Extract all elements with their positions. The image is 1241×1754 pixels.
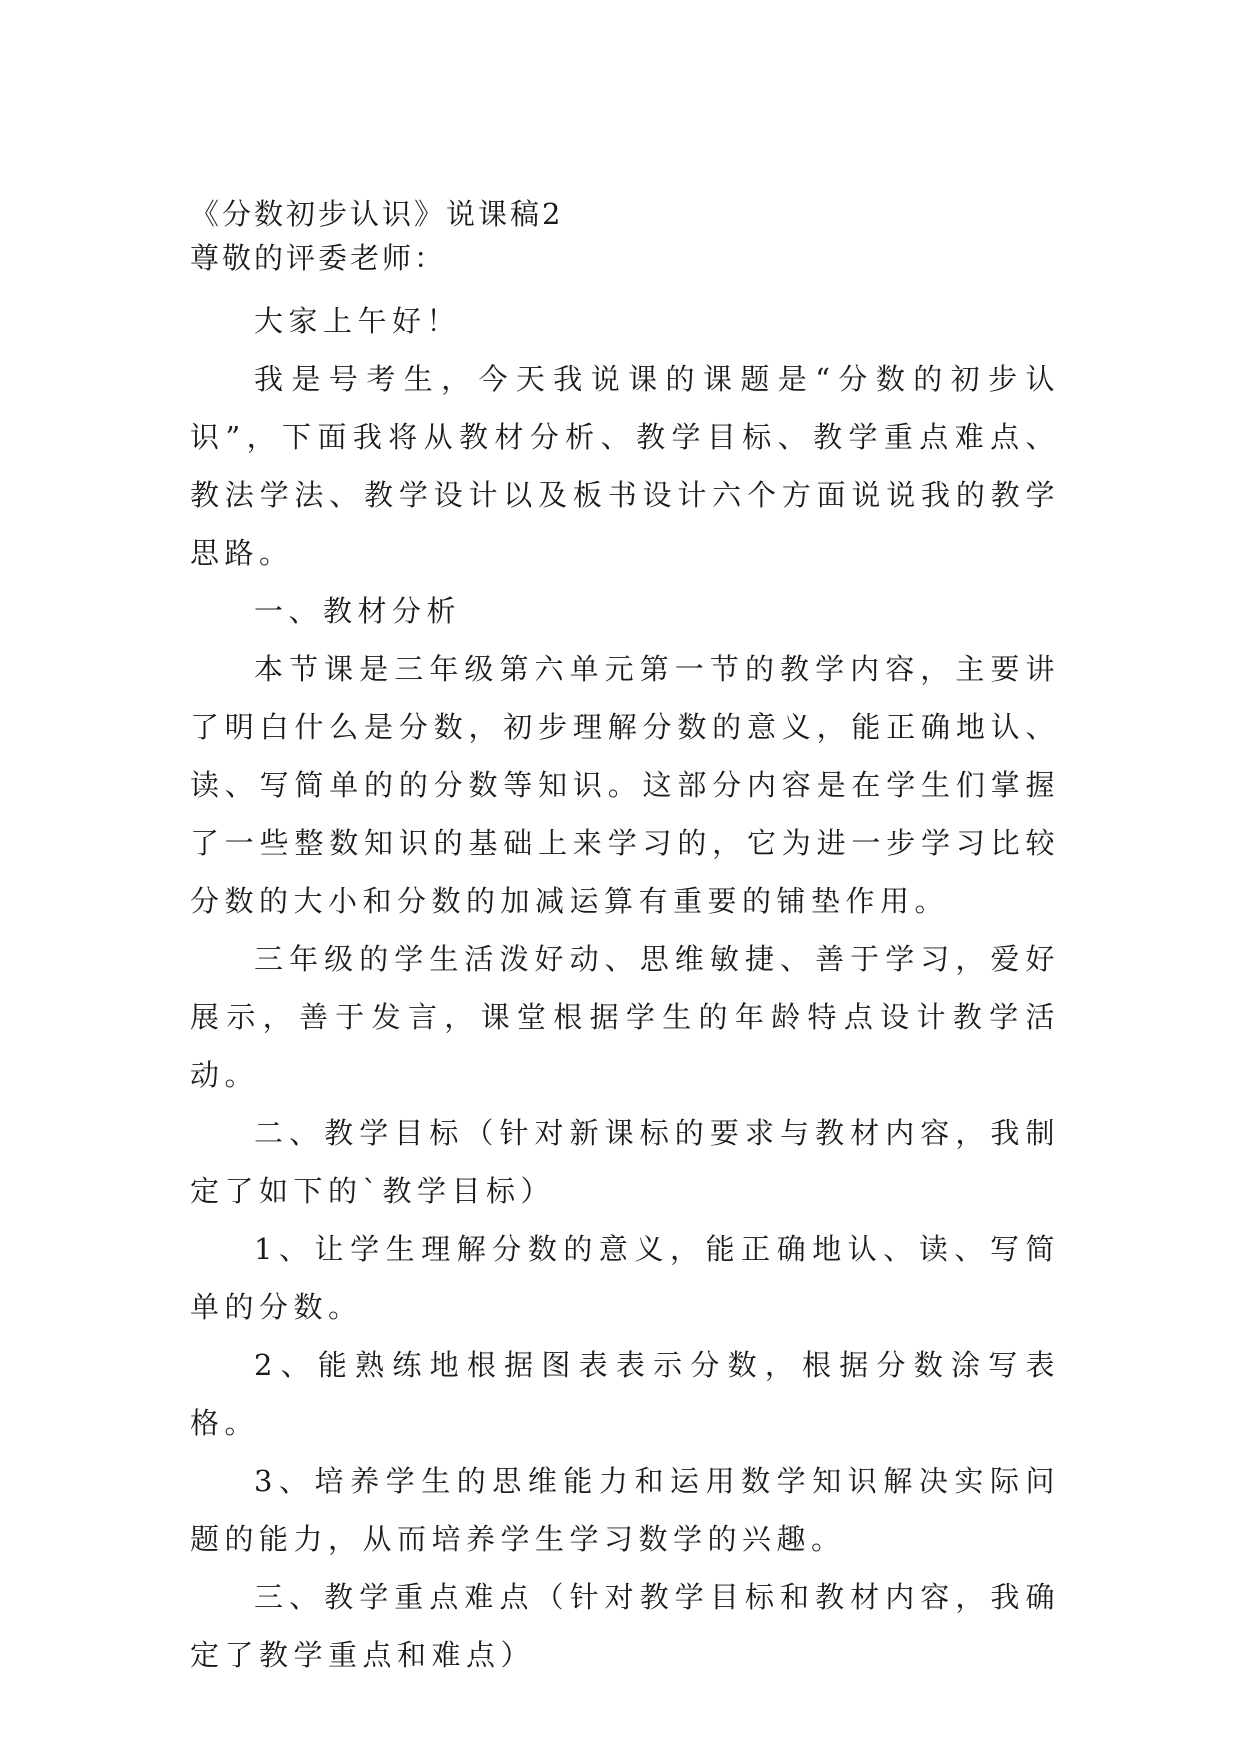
paragraph-greeting: 大家上午好！ (254, 304, 462, 338)
section-heading-key-points: 三、教学重点难点（针对教学目标和教材内容，我确定了教学重点和难点） (190, 1580, 1060, 1672)
goal-item-3: 3、培养学生的思维能力和运用数学知识解决实际问题的能力，从而培养学生学习数学的兴趣。 (190, 1464, 1060, 1556)
paragraph-textbook-content: 本节课是三年级第六单元第一节的教学内容，主要讲了明白什么是分数，初步理解分数的意义，能正确地认、读、写简单的的分数等知识。这部分内容是在学生们掌握了一些整数知识的基础上来学习的，它为进一步学习比较分数的大小和分数的加减运算有重要的铺垫作用。 (190, 652, 1060, 918)
document-page (190, 192, 1060, 1684)
salutation: 尊敬的评委老师： (190, 241, 447, 275)
paragraph-student-analysis: 三年级的学生活泼好动、思维敏捷、善于学习，爱好展示，善于发言，课堂根据学生的年龄特点设计教学活动。 (190, 942, 1060, 1092)
paragraph-introduction: 我是号考生，今天我说课的课题是“分数的初步认识”，下面我将从教材分析、教学目标、教学重点难点、教法学法、教学设计以及板书设计六个方面说说我的教学思路。 (190, 362, 1060, 570)
section-heading-teaching-goals: 二、教学目标（针对新课标的要求与教材内容，我制定了如下的`教学目标） (190, 1116, 1060, 1208)
goal-item-1: 1、让学生理解分数的意义，能正确地认、读、写简单的分数。 (190, 1232, 1060, 1324)
goal-item-2: 2、能熟练地根据图表表示分数，根据分数涂写表格。 (190, 1348, 1060, 1440)
section-heading-textbook-analysis: 一、教材分析 (254, 594, 462, 628)
document-title: 《分数初步认识》说课稿2 (190, 197, 564, 231)
